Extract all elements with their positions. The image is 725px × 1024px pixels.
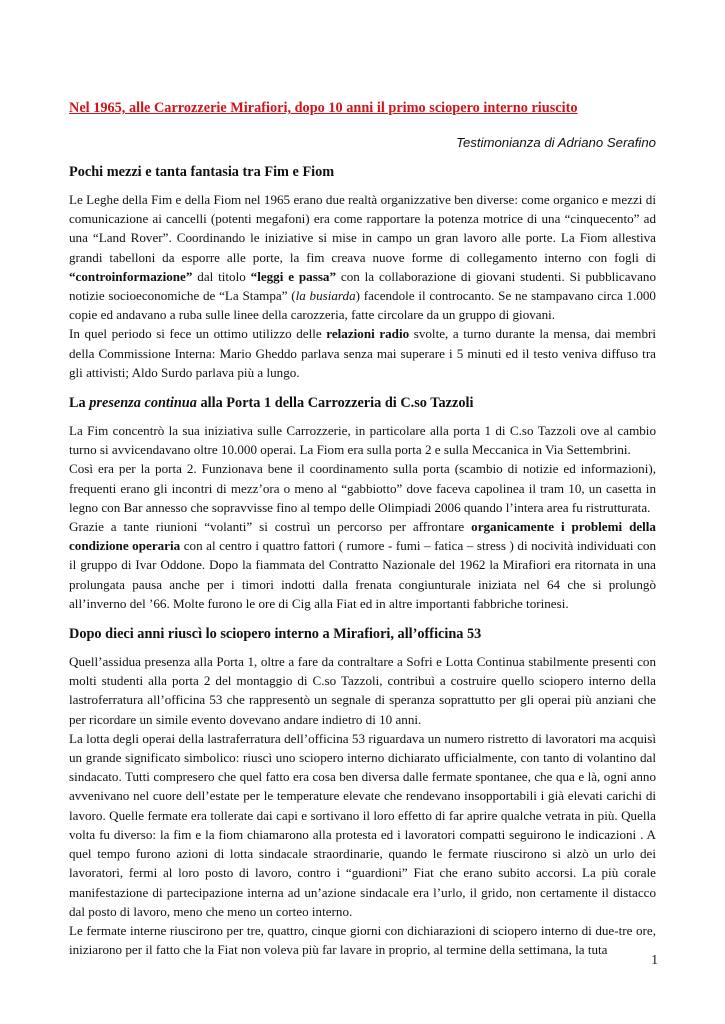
- text-run: con la collaborazione di giovani studenti. Si pubblicavano notizie socioeconomiche de “La Stampa” (: [69, 268, 657, 304]
- text-run: La Fim concentrò la sua iniziativa sulle Carrozzerie, in particolare alla porta 1 di C.so Tazzoli ove al cambio turno si avvicendavano oltre 10.000 operai. La Fiom era sulla porta 2 e sulla Meccanica in Via Settembrini.: [69, 423, 656, 458]
- paragraph: [69, 652, 656, 729]
- italic-text: la busiarda: [295, 288, 356, 304]
- text-run: La lotta degli operai della lastraferratura dell’officina 53 riguardava un numero ristretto di lavoratori ma acquisì un grande significato simbolico: riuscì uno sciopero interno dichiarato ufficialmente, con tanto di volantino dal sindacato. Tutti compresero che quel fatto era cosa ben diversa dalle fermate spontanee, che qua e là, ogni anno avvenivano nel cuore dell’estate per le temperature elevate che rendevano insopportabili i già elevati carichi di lavoro. Quelle fermate era tollerate dai capi e sortivano il loro effetto di far aprire qualche vetrata in più. Quella volta fu diverso: la fim e la fiom chiamarono alla protesta ed i lavoratori compatti seguirono le indicazioni . A quel tempo furono azioni di lotta sindacale straordinarie, quando le fermate riuscirono si alzò un urlo dei lavoratori, fermi al loro posto di lavoro, contro i “guardioni” Fiat che erano subito accorsi. La più corale manifestazione di partecipazione interna ad un’azione sindacale era l’urlo, il grido, non certamente il distacco dal posto di lavoro, meno che meno un corteo interno.: [69, 730, 656, 919]
- paragraph: [69, 324, 656, 382]
- document-body: [69, 162, 656, 970]
- text-run: con al centro i quattro fattori ( rumore - fumi – fatica – stress ) di nocività individuati con il gruppo di Ivar Oddone. Dopo la fiammata del Contratto Nazionale del 1962 la Mirafiori era ritornata in una prolungata pausa anche per i timori indotti dalla frenata congiunturale iniziata nel 64 che si prolungò all’inverno del ’66. Molte furono le ore di Cig alla Fiat ed in altre importanti fabbriche torinesi.: [69, 538, 657, 611]
- section-sciopero-interno: [69, 624, 656, 959]
- bold-text: “controinformazione”: [69, 268, 193, 284]
- text-run: ) facendole il controcanto. Se ne stampavano circa 1.000 copie ed andavano a ruba sulle linee della carozzeria, fatte circolare da un gruppo di giovani.: [69, 288, 656, 323]
- text-run: Le Leghe della Fim e della Fiom nel 1965 erano due realtà organizzative ben diverse: come organico e mezzi di comunicazione ai cancelli (potenti megafoni) era come rapportare la potenza motrice di una “cinquecento” ad una “Land Rover”. Coordinando le iniziative si mise in campo un gran lavoro alle porte. La Fiom allestiva grandi tabelloni da esporre alle porte, la fim creava nuove forme di collegamento interno con fogli di: [69, 192, 656, 265]
- text-run: Le fermate interne riuscirono per tre, quattro, cinque giorni con dichiarazioni di sciopero interno di due-tre ore, iniziarono per il fatto che la Fiat non voleva più far lavare in proprio, al termine della settimana, la tuta: [69, 922, 656, 958]
- author-line: Testimonianza di Adriano Serafino: [456, 135, 656, 150]
- text-run: alla Porta 1 della Carrozzeria di C.so Tazzoli: [196, 395, 474, 412]
- page-number: 1: [651, 952, 658, 967]
- text-run: Quell’assidua presenza alla Porta 1, oltre a fare da contraltare a Sofri e Lotta Continua stabilmente presenti con molti studenti alla porta 2 del montaggio di C.so Tazzoli, contribuì a costruire quello sciopero interno della lastroferratura all’officina 53 che rappresentò un segnale di speranza soprattutto per gli operai più anziani che per ricordare un simile evento dovevano andare indietro di 10 anni.: [69, 654, 656, 727]
- bold-text: organicamente i problemi della condizione operaria: [69, 519, 656, 554]
- text-run: dal titolo: [192, 268, 251, 284]
- document-title: Nel 1965, alle Carrozzerie Mirafiori, dopo 10 anni il primo sciopero interno riuscito: [69, 100, 578, 116]
- text-run: In quel periodo si fece un ottimo utilizzo delle: [69, 326, 327, 342]
- text-run: svolte, a turno durante la mensa, dai membri della Commissione Interna: Mario Gheddo parlava senza mai superare i 5 minuti ed il testo veniva diffuso tra gli attivisti; Aldo Surdo parlava più a lungo.: [69, 326, 656, 380]
- text-run: Così era per la porta 2. Funzionava bene il coordinamento sulla porta (scambio di notizie ed informazioni), frequenti erano gli incontri di mezz’ora o meno al “gabbiotto” dove faceva capolinea il tram 10, un casetta in legno con Bar annesso che sopravvisse fino al tempo delle Olimpiadi 2006 quando l’intera area fu ristrutturata.: [69, 461, 656, 515]
- paragraph: [69, 921, 656, 959]
- paragraph: [69, 517, 656, 613]
- section-heading: Dopo dieci anni riuscì lo sciopero interno a Mirafiori, all’officina 53: [69, 626, 482, 643]
- section-heading: Pochi mezzi e tanta fantasia tra Fim e Fiom: [69, 164, 335, 180]
- section-fim-fiom: [69, 162, 656, 382]
- section-heading: [69, 393, 656, 413]
- bold-text: “leggi e passa”: [250, 268, 337, 284]
- paragraph: [69, 190, 656, 324]
- italic-text: presenza continua: [89, 395, 197, 412]
- text-run: Grazie a tante riunioni “volanti” si costruì un percorso per affrontare: [69, 519, 472, 535]
- paragraph: [69, 459, 656, 517]
- paragraph: [69, 421, 656, 459]
- paragraph: [69, 729, 656, 921]
- text-run: La: [69, 395, 90, 412]
- bold-text: relazioni radio: [326, 326, 410, 342]
- section-porta-1: [69, 393, 656, 613]
